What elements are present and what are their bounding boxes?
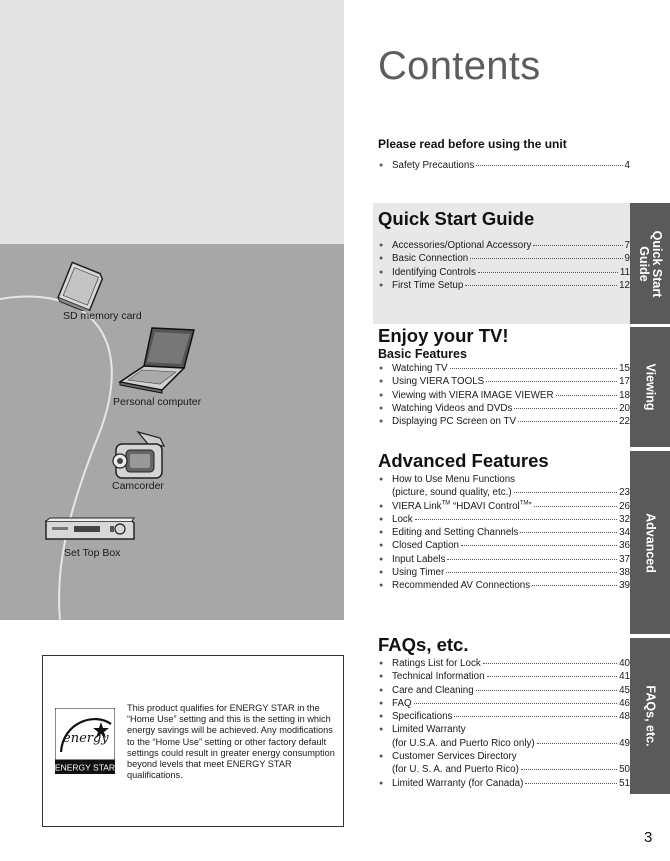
toc-item-customer-services[interactable]: ● Customer Services Directory [379, 750, 630, 763]
toc-item[interactable]: ● Watching Videos and DVDs 20 [379, 402, 630, 415]
toc-list [373, 657, 630, 790]
device-label-set-top-box: Set Top Box [64, 547, 121, 559]
toc-item[interactable]: ● Using VIERA TOOLS 17 [379, 375, 630, 388]
page-title: Contents [378, 44, 541, 88]
section-intro [373, 137, 630, 182]
energy-star-label: ENERGY STAR [55, 762, 115, 773]
toc-item[interactable]: ● Editing and Setting Channels 34 [379, 526, 630, 539]
tab-label: Advanced [643, 512, 658, 573]
section-faqs [373, 634, 630, 794]
tab-quick-start[interactable] [630, 203, 670, 324]
section-heading: Advanced Features [378, 450, 549, 471]
toc-item[interactable]: ● Accessories/Optional Accessory 7 [379, 239, 630, 252]
toc-item-menu-functions-cont[interactable]: (picture, sound quality, etc.) 23 [392, 487, 630, 499]
toc-item[interactable]: ● Closed Caption 36 [379, 539, 630, 552]
energy-star-script: energy [63, 731, 109, 746]
toc-item[interactable]: ● FAQ 46 [379, 697, 630, 710]
toc-list [373, 239, 630, 292]
toc-item[interactable]: ● Input Labels 37 [379, 553, 630, 566]
toc-item[interactable]: ● Basic Connection 9 [379, 252, 630, 265]
section-quick-start [373, 203, 630, 324]
tab-faqs[interactable] [630, 638, 670, 794]
set-top-box-icon [44, 517, 136, 548]
toc-item-warranty-canada[interactable]: ● Limited Warranty (for Canada) 51 [379, 777, 630, 790]
toc-item[interactable]: ● Ratings List for Lock 40 [379, 657, 630, 670]
left-top-panel [0, 0, 344, 244]
tab-label: Quick Start Guide [637, 230, 664, 297]
section-advanced [373, 450, 630, 600]
section-heading: FAQs, etc. [378, 634, 469, 655]
toc-item-warranty[interactable]: ● Limited Warranty [379, 723, 630, 736]
toc-list [373, 473, 630, 593]
section-enjoy [373, 325, 630, 450]
energy-star-notice [42, 655, 344, 827]
toc-item[interactable]: ● Watching TV 15 [379, 362, 630, 375]
toc-item[interactable]: ● Displaying PC Screen on TV 22 [379, 415, 630, 428]
toc-item[interactable]: ● Using Timer 38 [379, 566, 630, 579]
tab-advanced[interactable] [630, 451, 670, 634]
toc-item-menu-functions[interactable]: ● How to Use Menu Functions [379, 473, 630, 486]
toc-item[interactable]: ● Recommended AV Connections 39 [379, 579, 630, 592]
toc-item[interactable]: ● Technical Information 41 [379, 670, 630, 683]
toc-item[interactable]: ● Safety Precautions 4 [379, 159, 630, 172]
tab-viewing[interactable] [630, 327, 670, 447]
toc-list [373, 159, 630, 172]
device-label-camcorder: Camcorder [112, 480, 164, 492]
section-heading: Enjoy your TV! [378, 325, 509, 346]
energy-star-logo [55, 708, 115, 774]
camcorder-icon [108, 430, 170, 487]
device-label-laptop: Personal computer [113, 396, 202, 408]
toc-item[interactable]: ● Care and Cleaning 45 [379, 684, 630, 697]
section-heading: Please read before using the unit [378, 137, 567, 151]
toc-item-warranty-cont[interactable]: (for U.S.A. and Puerto Rico only) 49 [392, 737, 630, 749]
laptop-icon [118, 324, 198, 399]
toc-item[interactable]: ● Specifications 48 [379, 710, 630, 723]
device-label-sd-card: SD memory card [63, 310, 142, 322]
energy-star-text: This product qualifies for ENERGY STAR in the “Home Use” setting and this is the setting in which energy savings will be achieved. Any modifications to the “Home Use” setting or other factory default settings could result in greater energy consumption beyond levels that meet ENERGY STAR qualifications. [127, 703, 335, 781]
toc-item[interactable]: ● Identifying Controls 11 [379, 266, 630, 279]
section-subheading: Basic Features [378, 347, 467, 361]
toc-item[interactable]: ● Viewing with VIERA IMAGE VIEWER 18 [379, 389, 630, 402]
page-number: 3 [644, 829, 653, 846]
toc-item-viera-link[interactable]: ● VIERA Link™ “HDAVI Control™” 26 [379, 500, 630, 513]
toc-list [373, 362, 630, 428]
tab-label: Viewing [643, 363, 658, 411]
sd-card-icon [50, 261, 110, 316]
device-illustration-panel [0, 244, 344, 620]
toc-item-customer-services-cont[interactable]: (for U. S. A. and Puerto Rico) 50 [392, 764, 630, 776]
toc-item[interactable]: ● Lock 32 [379, 513, 630, 526]
section-heading: Quick Start Guide [378, 208, 535, 229]
toc-item[interactable]: ● First Time Setup 12 [379, 279, 630, 292]
tab-label: FAQs, etc. [643, 685, 658, 747]
